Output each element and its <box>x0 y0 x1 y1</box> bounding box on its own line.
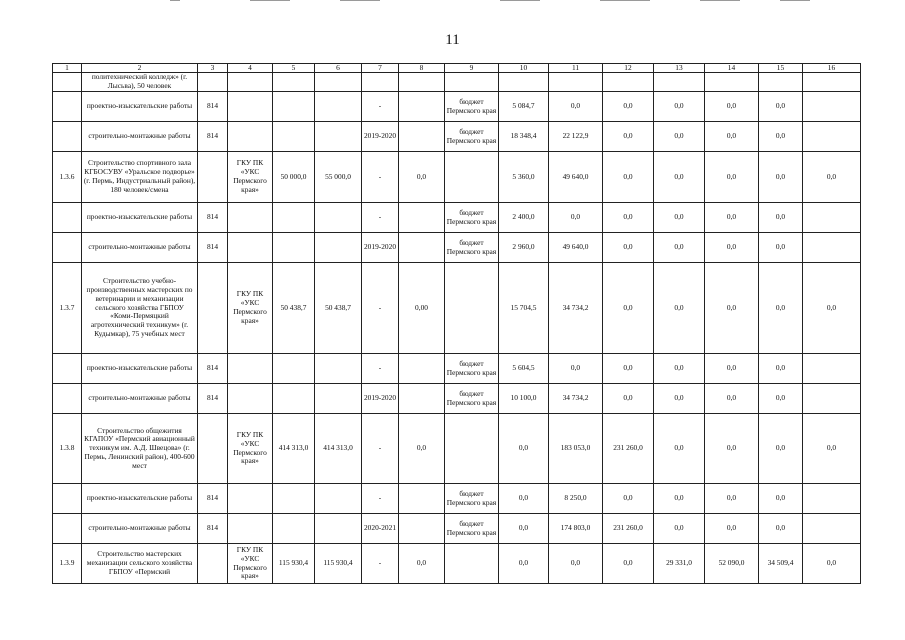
table-cell: 34 734,2 <box>549 263 603 354</box>
table-cell: проектно-изыскательские работы <box>82 484 198 514</box>
table-cell <box>315 384 362 414</box>
table-row <box>53 92 861 122</box>
table-cell <box>53 203 82 233</box>
table-cell: бюджет Пермского края <box>445 514 499 544</box>
table-cell <box>445 263 499 354</box>
table-cell <box>399 384 445 414</box>
table-cell <box>53 354 82 384</box>
budget-table <box>52 63 861 584</box>
table-cell: 0,0 <box>654 233 705 263</box>
table-cell: 0,0 <box>654 92 705 122</box>
table-cell <box>273 484 315 514</box>
table-cell: 0,0 <box>399 414 445 484</box>
table-cell: 50 000,0 <box>273 152 315 203</box>
table-row <box>53 122 861 152</box>
table-cell <box>803 384 861 414</box>
table-cell: 814 <box>198 514 228 544</box>
table-cell: 0,0 <box>705 384 759 414</box>
table-cell: проектно-изыскательские работы <box>82 203 198 233</box>
table-cell <box>399 514 445 544</box>
table-cell <box>803 73 861 92</box>
table-cell <box>228 484 273 514</box>
table-row <box>53 384 861 414</box>
table-row <box>53 514 861 544</box>
table-cell: 2019-2020 <box>362 384 399 414</box>
table-cell: 0,0 <box>603 354 654 384</box>
table-cell: 0,0 <box>654 484 705 514</box>
header-cell: 5 <box>273 64 315 73</box>
table-cell <box>445 73 499 92</box>
table-cell <box>399 203 445 233</box>
table-cell <box>273 514 315 544</box>
table-cell: 2019-2020 <box>362 233 399 263</box>
table-cell: 0,0 <box>803 544 861 584</box>
table-row <box>53 152 861 203</box>
table-cell: 5 604,5 <box>499 354 549 384</box>
table-cell: 814 <box>198 384 228 414</box>
table-cell: - <box>362 484 399 514</box>
table-cell: 0,0 <box>399 152 445 203</box>
table-cell <box>315 484 362 514</box>
table-cell: 0,0 <box>549 92 603 122</box>
table-cell: 814 <box>198 92 228 122</box>
table-cell: 34 734,2 <box>549 384 603 414</box>
table-cell <box>803 514 861 544</box>
table-cell: 29 331,0 <box>654 544 705 584</box>
table-cell: бюджет Пермского края <box>445 92 499 122</box>
table-cell <box>273 384 315 414</box>
table-cell: 0,0 <box>705 203 759 233</box>
table-cell: 2019-2020 <box>362 122 399 152</box>
table-cell <box>445 152 499 203</box>
header-cell: 13 <box>654 64 705 73</box>
table-cell <box>198 73 228 92</box>
table-cell: 49 640,0 <box>549 233 603 263</box>
table-cell: 0,0 <box>759 152 803 203</box>
table-cell: 0,0 <box>499 544 549 584</box>
table-cell <box>445 544 499 584</box>
table-cell: Строительство мастерских механизации сельского хозяйства ГБПОУ «Пермский <box>82 544 198 584</box>
table-cell: 0,0 <box>803 263 861 354</box>
table-cell: 0,0 <box>654 152 705 203</box>
table-cell: - <box>362 203 399 233</box>
header-cell: 2 <box>82 64 198 73</box>
table-cell: 0,0 <box>759 484 803 514</box>
table-cell: 814 <box>198 484 228 514</box>
table-cell: 0,0 <box>549 354 603 384</box>
table-cell: 0,0 <box>759 92 803 122</box>
table-row <box>53 414 861 484</box>
table-cell <box>228 233 273 263</box>
table-cell: - <box>362 544 399 584</box>
table-cell: строительно-монтажные работы <box>82 384 198 414</box>
table-cell <box>228 354 273 384</box>
table-cell <box>273 233 315 263</box>
table-cell: ГКУ ПК «УКС Пермского края» <box>228 152 273 203</box>
table-row <box>53 354 861 384</box>
table-cell: 0,0 <box>705 484 759 514</box>
table-cell: 0,0 <box>499 414 549 484</box>
table-cell: 0,0 <box>654 263 705 354</box>
table-cell: 814 <box>198 203 228 233</box>
table-cell: строительно-монтажные работы <box>82 233 198 263</box>
table-cell: 2020-2021 <box>362 514 399 544</box>
table-cell: 0,0 <box>759 354 803 384</box>
table-cell: 115 930,4 <box>315 544 362 584</box>
header-cell: 3 <box>198 64 228 73</box>
header-cell: 14 <box>705 64 759 73</box>
table-row <box>53 263 861 354</box>
table-cell <box>399 233 445 263</box>
table-cell: 0,0 <box>654 122 705 152</box>
table-cell: 0,0 <box>705 152 759 203</box>
table-cell: 0,0 <box>603 92 654 122</box>
table-cell <box>228 384 273 414</box>
table-cell: 814 <box>198 233 228 263</box>
table-cell <box>273 354 315 384</box>
table-cell <box>53 484 82 514</box>
table-cell: 0,0 <box>759 233 803 263</box>
table-cell: 0,0 <box>705 92 759 122</box>
table-cell <box>803 92 861 122</box>
table-cell <box>399 73 445 92</box>
table-cell <box>803 203 861 233</box>
table-cell: строительно-монтажные работы <box>82 122 198 152</box>
header-cell: 10 <box>499 64 549 73</box>
table-cell: - <box>362 354 399 384</box>
table-cell: 814 <box>198 122 228 152</box>
table-cell <box>315 122 362 152</box>
table-cell: 0,0 <box>705 233 759 263</box>
table-row <box>53 233 861 263</box>
table-cell: ГКУ ПК «УКС Пермского края» <box>228 544 273 584</box>
table-cell: 0,0 <box>803 152 861 203</box>
header-cell: 4 <box>228 64 273 73</box>
table-cell: бюджет Пермского края <box>445 122 499 152</box>
table-cell: 0,0 <box>759 263 803 354</box>
table-cell: 0,00 <box>399 263 445 354</box>
page-top-edge <box>0 0 905 2</box>
table-cell: - <box>362 263 399 354</box>
table-cell: 183 053,0 <box>549 414 603 484</box>
table-cell: 414 313,0 <box>315 414 362 484</box>
table-cell: 231 260,0 <box>603 514 654 544</box>
table-cell <box>53 73 82 92</box>
table-cell: 0,0 <box>603 384 654 414</box>
header-cell: 1 <box>53 64 82 73</box>
table-cell: 0,0 <box>603 233 654 263</box>
table-cell <box>53 122 82 152</box>
table-cell: 0,0 <box>759 384 803 414</box>
table-cell: 0,0 <box>549 203 603 233</box>
table-cell <box>198 152 228 203</box>
table-cell <box>273 122 315 152</box>
table-cell: 0,0 <box>603 122 654 152</box>
table-cell: 34 509,4 <box>759 544 803 584</box>
header-cell: 7 <box>362 64 399 73</box>
table-cell: 5 360,0 <box>499 152 549 203</box>
table-cell: проектно-изыскательские работы <box>82 354 198 384</box>
table-cell: 15 704,5 <box>499 263 549 354</box>
table-cell: 0,0 <box>705 354 759 384</box>
table-cell <box>273 92 315 122</box>
table-cell: 8 250,0 <box>549 484 603 514</box>
header-cell: 12 <box>603 64 654 73</box>
table-cell: бюджет Пермского края <box>445 384 499 414</box>
header-cell: 8 <box>399 64 445 73</box>
table-cell: бюджет Пермского края <box>445 484 499 514</box>
header-cell: 6 <box>315 64 362 73</box>
table-cell: 18 348,4 <box>499 122 549 152</box>
table-cell: - <box>362 414 399 484</box>
table-cell <box>315 73 362 92</box>
table-cell: 0,0 <box>603 484 654 514</box>
header-cell: 9 <box>445 64 499 73</box>
table-cell <box>273 73 315 92</box>
table-cell: 49 640,0 <box>549 152 603 203</box>
table-cell: 0,0 <box>654 354 705 384</box>
table-cell: 2 960,0 <box>499 233 549 263</box>
table-cell: - <box>362 92 399 122</box>
table-cell: 115 930,4 <box>273 544 315 584</box>
header-cell: 11 <box>549 64 603 73</box>
table-cell: политехнический колледж» (г. Лысьва), 50 человек <box>82 73 198 92</box>
table-cell <box>53 384 82 414</box>
table-row <box>53 73 861 92</box>
table-cell <box>705 73 759 92</box>
table-cell <box>759 73 803 92</box>
table-cell <box>399 354 445 384</box>
header-cell: 16 <box>803 64 861 73</box>
table-cell: 10 100,0 <box>499 384 549 414</box>
table-cell: бюджет Пермского края <box>445 354 499 384</box>
table-cell <box>315 92 362 122</box>
table-cell: бюджет Пермского края <box>445 233 499 263</box>
table-cell: 414 313,0 <box>273 414 315 484</box>
table-cell <box>198 414 228 484</box>
table-cell: 50 438,7 <box>315 263 362 354</box>
table-cell <box>603 73 654 92</box>
table-cell: проектно-изыскательские работы <box>82 92 198 122</box>
table-cell: 0,0 <box>705 414 759 484</box>
table-cell <box>803 122 861 152</box>
table-cell <box>399 122 445 152</box>
table-cell: 50 438,7 <box>273 263 315 354</box>
table-cell: 0,0 <box>603 203 654 233</box>
table-cell: 0,0 <box>705 263 759 354</box>
table-cell: 814 <box>198 354 228 384</box>
table-cell: 0,0 <box>654 203 705 233</box>
table-cell: 0,0 <box>549 544 603 584</box>
table-cell: ГКУ ПК «УКС Пермского края» <box>228 263 273 354</box>
table-cell <box>53 514 82 544</box>
table-cell: 1.3.9 <box>53 544 82 584</box>
table-cell <box>499 73 549 92</box>
header-cell: 15 <box>759 64 803 73</box>
table-header-row <box>53 64 861 73</box>
table-cell <box>315 354 362 384</box>
table-cell: 0,0 <box>705 122 759 152</box>
table-cell: 0,0 <box>654 514 705 544</box>
table-cell <box>315 233 362 263</box>
table-cell: 0,0 <box>654 414 705 484</box>
table-cell <box>228 73 273 92</box>
table-cell: 0,0 <box>603 152 654 203</box>
page-number: 11 <box>445 32 460 48</box>
table-cell: - <box>362 152 399 203</box>
table-cell: 231 260,0 <box>603 414 654 484</box>
table-cell: строительно-монтажные работы <box>82 514 198 544</box>
table-cell: 0,0 <box>499 514 549 544</box>
table-cell: 0,0 <box>759 203 803 233</box>
table-cell <box>399 484 445 514</box>
table-cell <box>654 73 705 92</box>
table-row <box>53 484 861 514</box>
table-cell <box>803 484 861 514</box>
table-cell: 1.3.7 <box>53 263 82 354</box>
table-cell: 0,0 <box>603 263 654 354</box>
table-cell <box>228 514 273 544</box>
table-cell <box>53 233 82 263</box>
table-cell: 174 803,0 <box>549 514 603 544</box>
table-cell <box>362 73 399 92</box>
table-cell <box>803 233 861 263</box>
table-cell <box>445 414 499 484</box>
table-cell: 0,0 <box>499 484 549 514</box>
table-cell: 0,0 <box>705 514 759 544</box>
table-cell: 1.3.8 <box>53 414 82 484</box>
table-cell <box>549 73 603 92</box>
table-cell: 2 400,0 <box>499 203 549 233</box>
table-cell: 0,0 <box>759 514 803 544</box>
table-cell <box>198 544 228 584</box>
table-cell <box>399 92 445 122</box>
table-cell <box>273 203 315 233</box>
table-cell: 5 084,7 <box>499 92 549 122</box>
table-cell: 0,0 <box>759 414 803 484</box>
table-cell <box>53 92 82 122</box>
table-cell <box>198 263 228 354</box>
table-cell: Строительство спортивного зала КГБОСУВУ «Уральское подворье» (г. Пермь, Индустриальный район), 180 человек/смена <box>82 152 198 203</box>
table-cell <box>315 203 362 233</box>
table-cell: Строительство общежития КГАПОУ «Пермский авиационный техникум им. А.Д. Швецова» (г. Пермь, Ленинский район), 400-600 мест <box>82 414 198 484</box>
table-cell: 0,0 <box>654 384 705 414</box>
table-cell: 1.3.6 <box>53 152 82 203</box>
table-cell <box>228 122 273 152</box>
table-cell: Строительство учебно-производственных мастерских по ветеринарии и механизации сельского хозяйства ГБПОУ «Коми-Пермяцкий агротехнический техникум» (г. Кудымкар), 75 учебных мест <box>82 263 198 354</box>
table-cell <box>228 92 273 122</box>
table-cell: 0,0 <box>803 414 861 484</box>
table-cell <box>228 203 273 233</box>
table-cell: 0,0 <box>399 544 445 584</box>
table-cell: 22 122,9 <box>549 122 603 152</box>
table-cell: 52 090,0 <box>705 544 759 584</box>
table-cell: 0,0 <box>759 122 803 152</box>
table-cell <box>315 514 362 544</box>
table-row <box>53 544 861 584</box>
table-cell: 55 000,0 <box>315 152 362 203</box>
table-cell: ГКУ ПК «УКС Пермского края» <box>228 414 273 484</box>
table-cell <box>803 354 861 384</box>
table-row <box>53 203 861 233</box>
table-cell: бюджет Пермского края <box>445 203 499 233</box>
table-cell: 0,0 <box>603 544 654 584</box>
